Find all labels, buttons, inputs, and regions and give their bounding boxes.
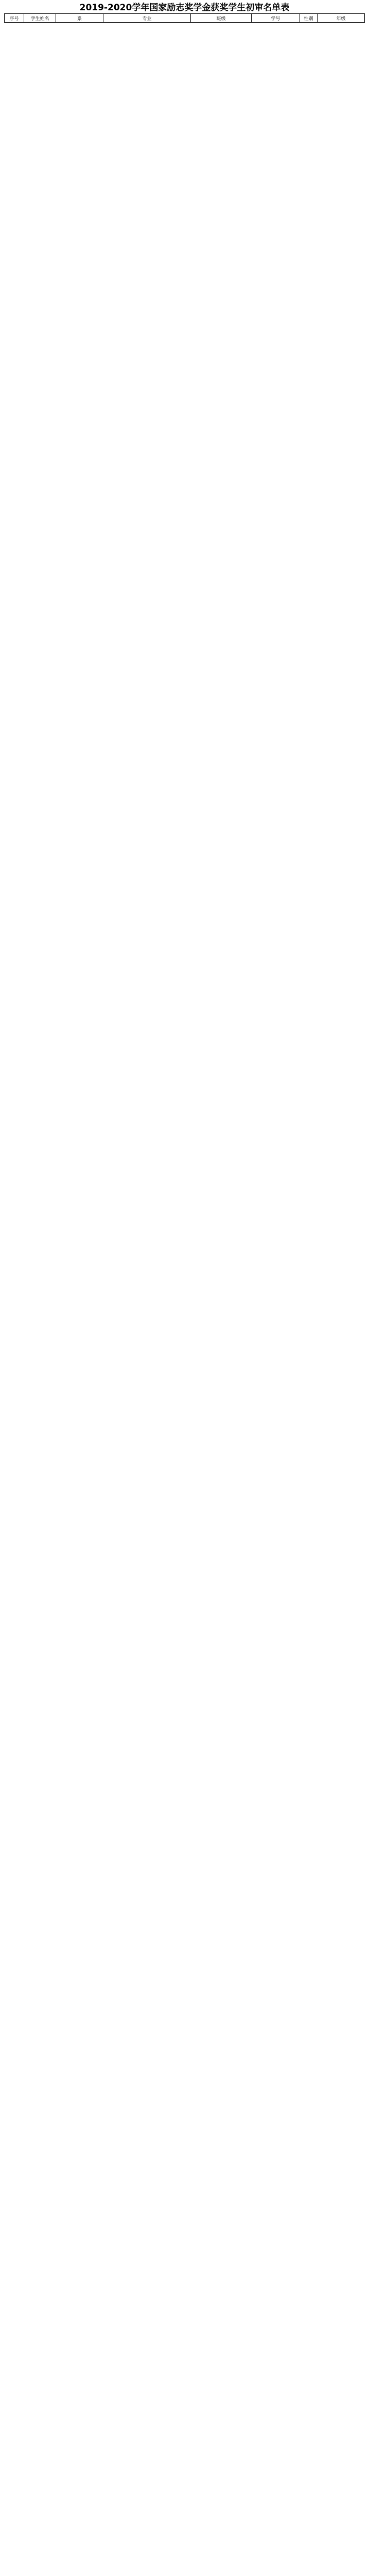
table-header-row bbox=[5, 14, 365, 23]
column-header-class: 班级 bbox=[191, 14, 252, 23]
column-header-index: 序号 bbox=[5, 14, 24, 23]
document-title: 2019-2020学年国家励志奖学金获奖学生初审名单表 bbox=[79, 3, 290, 13]
column-header-gender: 性别 bbox=[300, 14, 318, 23]
column-header-student-name: 学生姓名 bbox=[24, 14, 56, 23]
column-header-major: 专业 bbox=[103, 14, 191, 23]
column-header-student-id: 学号 bbox=[252, 14, 300, 23]
column-header-grade: 年级 bbox=[318, 14, 365, 23]
column-header-department: 系 bbox=[56, 14, 103, 23]
award-list-table bbox=[4, 13, 365, 23]
